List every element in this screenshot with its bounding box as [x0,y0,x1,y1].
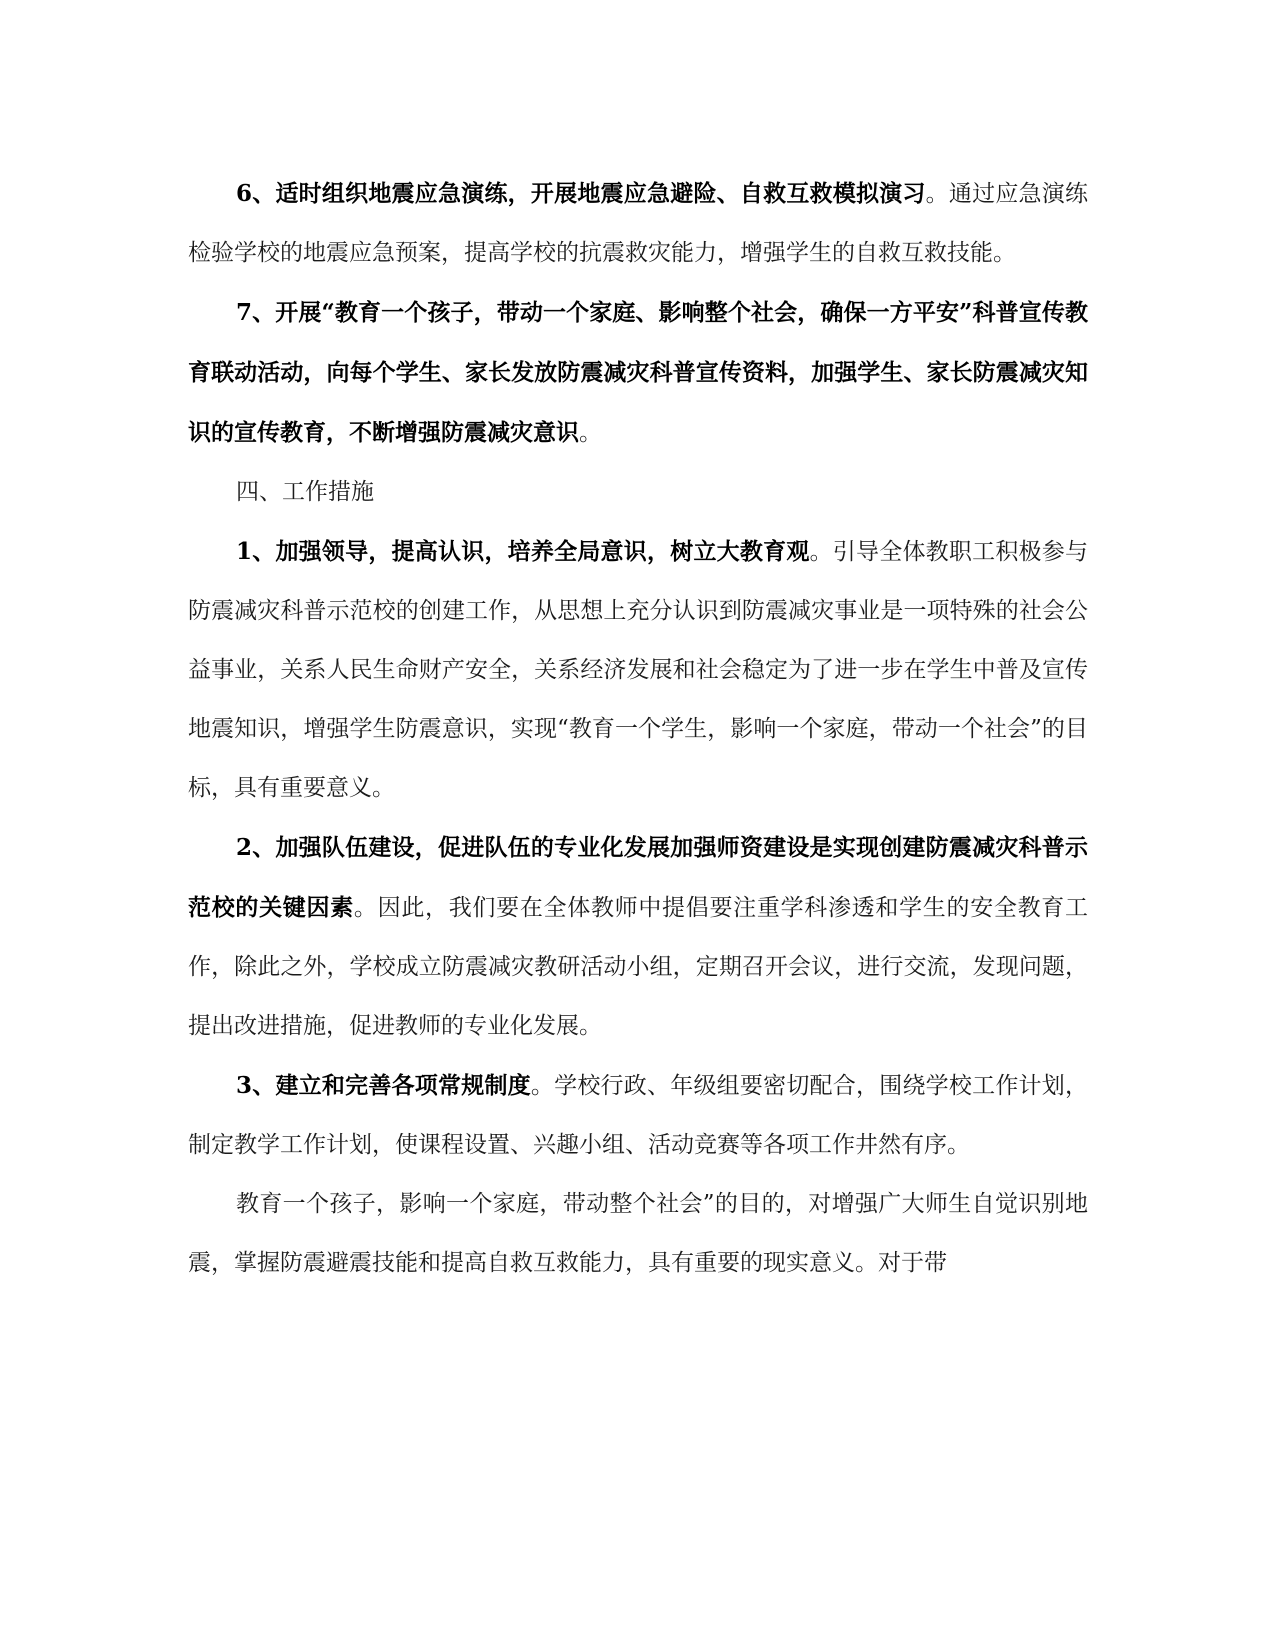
paragraph-leadership [188,522,1088,818]
paragraph-education [188,1175,1088,1293]
section-heading-measures [188,463,1088,522]
section-heading-text: 四、工作措施 [236,479,374,505]
paragraph-linkage-text: 。 [579,420,602,446]
paragraph-drill-heading: 6、适时组织地震应急演练，开展地震应急避险、自救互救模拟演习 [236,180,926,207]
paragraph-linkage [188,283,1088,463]
paragraph-linkage-heading: 7、开展“教育一个孩子，带动一个家庭、影响整个社会，确保一方平安”科普宣传教育联动活动，向每个学生、家长发放防震减灾科普宣传资料，加强学生、家长防震减灾知识的宣传教育，不断增强防震减灾意识 [188,299,1088,446]
paragraph-team-text: 。因此，我们要在全体教师中提倡要注重学科渗透和学生的安全教育工作，除此之外，学校成立防震减灾教研活动小组，定期召开会议，进行交流，发现问题，提出改进措施，促进教师的专业化发展。 [188,895,1089,1039]
document-body [188,164,1088,1293]
paragraph-leadership-text: 。引导全体教职工积极参与防震减灾科普示范校的创建工作，从思想上充分认识到防震减灾事业是一项特殊的社会公益事业，关系人民生命财产安全，关系经济发展和社会稳定为了进一步在学生中普及宣传地震知识，增强学生防震意识，实现“教育一个学生，影响一个家庭，带动一个社会”的目标，具有重要意义。 [188,539,1089,801]
paragraph-drill-text: 。通过应急演练检验学校的地震应急预案，提高学校的抗震救灾能力，增强学生的自救互救技能。 [188,181,1089,266]
paragraph-rules-text: 。学校行政、年级组要密切配合，围绕学校工作计划，制定教学工作计划，使课程设置、兴趣小组、活动竞赛等各项工作井然有序。 [188,1073,1088,1158]
paragraph-team [188,818,1088,1056]
paragraph-drill [188,164,1088,283]
paragraph-education-text: 教育一个孩子，影响一个家庭，带动整个社会”的目的，对增强广大师生自觉识别地震，掌握防震避震技能和提高自救互救能力，具有重要的现实意义。对于带 [188,1191,1088,1276]
paragraph-rules-heading: 3、建立和完善各项常规制度 [236,1072,531,1099]
paragraph-team-heading: 2、加强队伍建设，促进队伍的专业化发展加强师资建设是实现创建防震减灾科普示范校的关键因素 [188,834,1088,921]
paragraph-rules [188,1056,1088,1175]
paragraph-leadership-heading: 1、加强领导，提高认识，培养全局意识，树立大教育观 [236,538,810,565]
